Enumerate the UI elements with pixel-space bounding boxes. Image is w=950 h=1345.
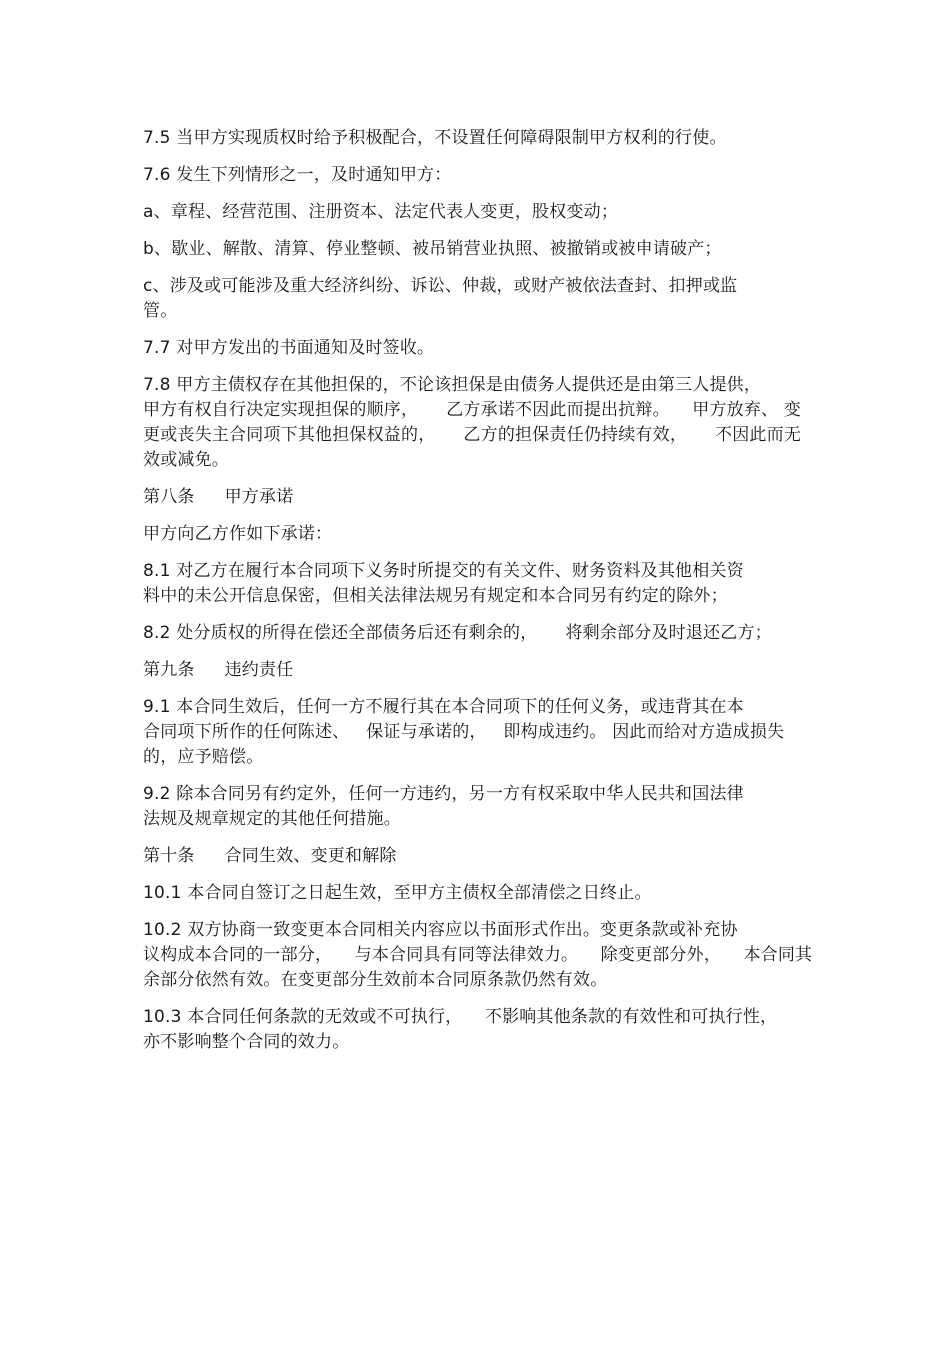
clause-paragraph (143, 621, 813, 646)
clause-paragraph (143, 237, 813, 262)
text-line: 7.5 当甲方实现质权时给予积极配合，不设置任何障碍限制甲方权利的行使。 (143, 128, 727, 148)
text-line: b、歇业、解散、清算、停业整顿、被吊销营业执照、被撤销或被申请破产； (143, 239, 722, 259)
text-line: a、章程、经营范围、注册资本、法定代表人变更，股权变动； (143, 202, 619, 222)
text-line: 甲方有权自行决定实现担保的顺序， 乙方承诺不因此而提出抗辩。 甲方放弃、 变 (143, 400, 802, 420)
clause-paragraph (143, 373, 813, 473)
text-line: 7.6 发生下列情形之一，及时通知甲方： (143, 165, 452, 185)
text-line: 效或减免。 (143, 450, 229, 470)
text-line: 议构成本合同的一部分， 与本合同具有同等法律效力。 除变更部分外， 本合同其 (143, 945, 813, 965)
text-line: 7.8 甲方主债权存在其他担保的，不论该担保是由债务人提供还是由第三人提供， (143, 375, 762, 395)
clause-paragraph (143, 1005, 813, 1055)
text-line: 9.1 本合同生效后，任何一方不履行其在本合同项下的任何义务，或违背其在本 (143, 697, 744, 717)
clause-paragraph (143, 200, 813, 225)
text-line: 7.7 对甲方发出的书面通知及时签收。 (143, 338, 435, 358)
clause-paragraph (143, 163, 813, 188)
text-line: 料中的未公开信息保密，但相关法律法规另有规定和本合同另有约定的除外； (143, 586, 728, 606)
section-number: 第九条 (143, 660, 195, 680)
text-line: 甲方向乙方作如下承诺： (143, 524, 333, 544)
clause-paragraph (143, 126, 813, 151)
clause-paragraph (143, 695, 813, 770)
section-title: 甲方承诺 (224, 487, 294, 507)
section-heading (143, 844, 813, 869)
clause-paragraph (143, 522, 813, 547)
text-line: 10.1 本合同自签订之日起生效，至甲方主债权全部清偿之日终止。 (143, 883, 652, 903)
section-number: 第八条 (143, 487, 195, 507)
text-line: 9.2 除本合同另有约定外，任何一方违约，另一方有权采取中华人民共和国法律 (143, 784, 744, 804)
clause-paragraph (143, 782, 813, 832)
text-line: 更或丧失主合同项下其他担保权益的， 乙方的担保责任仍持续有效， 不因此而无 (143, 425, 802, 445)
text-line: 余部分依然有效。在变更部分生效前本合同原条款仍然有效。 (143, 970, 608, 990)
clause-paragraph (143, 336, 813, 361)
text-line: 8.1 对乙方在履行本合同项下义务时所提交的有关文件、财务资料及其他相关资 (143, 561, 744, 581)
text-line: 管。 (143, 301, 178, 321)
text-line: 的，应予赔偿。 (143, 747, 264, 767)
text-line: 8.2 处分质权的所得在偿还全部债务后还有剩余的， 将剩余部分及时退还乙方； (143, 623, 772, 643)
section-number: 第十条 (143, 846, 195, 866)
section-title: 合同生效、变更和解除 (224, 846, 397, 866)
text-line: 10.3 本合同任何条款的无效或不可执行， 不影响其他条款的有效性和可执行性， (143, 1007, 778, 1027)
clause-paragraph (143, 881, 813, 906)
clause-paragraph (143, 559, 813, 609)
section-title: 违约责任 (224, 660, 294, 680)
section-heading (143, 485, 813, 510)
text-line: 合同项下所作的任何陈述、 保证与承诺的， 即构成违约。 因此而给对方造成损失 (143, 722, 785, 742)
document-body (143, 126, 813, 1067)
text-line: 10.2 双方协商一致变更本合同相关内容应以书面形式作出。变更条款或补充协 (143, 920, 738, 940)
clause-paragraph (143, 274, 813, 324)
section-heading (143, 658, 813, 683)
text-line: c、涉及或可能涉及重大经济纠纷、诉讼、仲裁，或财产被依法查封、扣押或监 (143, 276, 738, 296)
text-line: 法规及规章规定的其他任何措施。 (143, 809, 401, 829)
clause-paragraph (143, 918, 813, 993)
text-line: 亦不影响整个合同的效力。 (143, 1032, 350, 1052)
